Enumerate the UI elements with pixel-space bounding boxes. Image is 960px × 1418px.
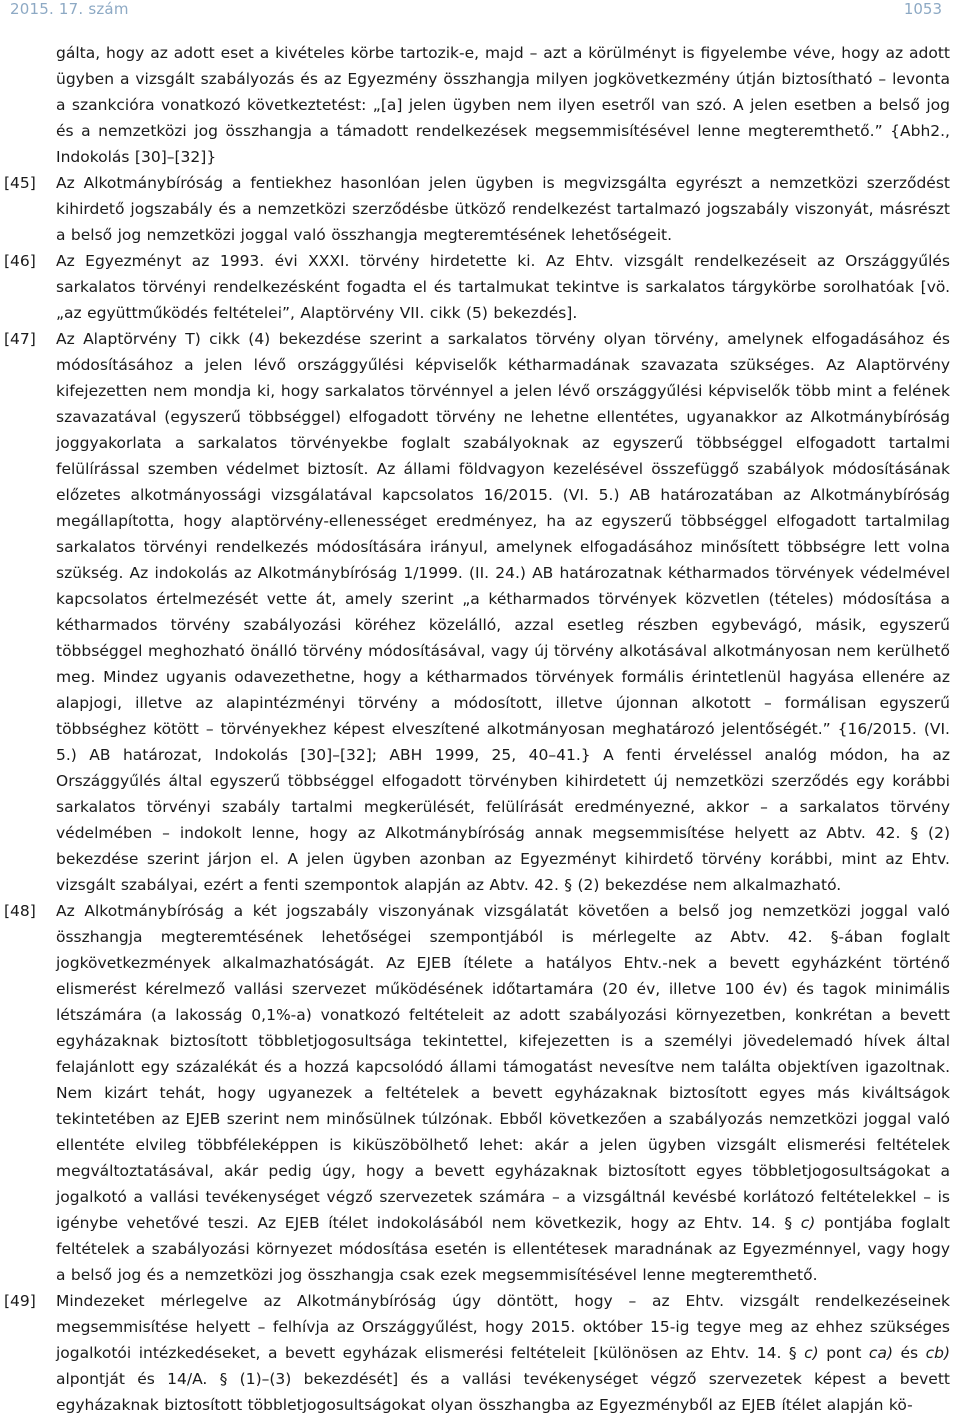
paragraph-text: pontjába foglalt feltételek a szabályozási környezet módosítása esetén is ellentétesek maradnának az Egyezménnyel, vagy hogy a belső jog és a nemzetközi jog összhangja csak ezek megsemmisítésével lenne megteremthető.	[56, 1214, 950, 1284]
paragraph-text: Az Egyezményt az 1993. évi XXXI. törvény hirdetette ki. Az Ehtv. vizsgált rendelkezéseit az Országgyűlés sarkalatos törvényi rendelkezésként fogadta el és tartalmukat tekintve is sarkalatos tárgykörbe sorolhatóak [vö. „az együttműködés feltételei”, Alaptörvény VII. cikk (5) bekezdés].	[56, 252, 950, 322]
paragraph-text: alpontját és 14/A. § (1)–(3) bekezdését] és a vallási tevékenységet végző szervezetek képest a bevett egyházaknak biztosított többletjogosultságokat olyan összhangba az Egyezményből az EJEB ítélet alapján kö-	[56, 1370, 950, 1414]
paragraph-text: Mindezeket mérlegelve az Alkotmánybíróság úgy döntött, hogy – az Ehtv. vizsgált rendelkezéseinek megsemmisítése helyett – felhívja az Országgyűlést, hogy 2015. október 15-ig tegye meg az ehhez szükséges jogalkotói intézkedéseket, a bevett egyházak elismerési feltételeit [különösen az Ehtv. 14. §	[56, 1292, 950, 1362]
point-reference: cb)	[925, 1344, 951, 1362]
page-header	[0, 0, 960, 22]
paragraph-number: [48]	[4, 902, 36, 920]
paragraph-text: gálta, hogy az adott eset a kivételes körbe tartozik-e, majd – azt a körülményt is figyelembe véve, hogy az adott ügyben a vizsgált szabályozás és az Egyezmény összhangja milyen jogkövetkezmény útján biztosítható – levonta a szankcióra vonatkozó következtetést: „[a] jelen ügyben nem ilyen esetről van szó. A jelen esetben a belső jog és a nemzetközi jog összhangja a támadott rendelkezések megsemmisítésével lenne megteremthető.” {Abh2., Indokolás [30]–[32]}	[56, 44, 950, 166]
point-reference: ca)	[868, 1344, 893, 1362]
page-number: 1053	[903, 0, 942, 18]
paragraph-47	[0, 326, 960, 898]
paragraph-number: [47]	[4, 330, 36, 348]
paragraph-text: pont	[818, 1344, 869, 1362]
paragraph-number: [46]	[4, 252, 36, 270]
paragraph-text: Az Alkotmánybíróság a fentiekhez hasonlóan jelen ügyben is megvizsgálta egyrészt a nemzetközi szerződést kihirdető jogszabály és a nemzetközi szerződésbe ütköző rendelkezést tartalmazó jogszabály viszonyát, másrészt a belső jog nemzetközi joggal való összhangja megteremtésének lehetőségeit.	[56, 174, 950, 244]
document-body	[0, 40, 960, 1418]
paragraph-number: [45]	[4, 174, 36, 192]
paragraph-46	[0, 248, 960, 326]
paragraph-continuation	[0, 40, 960, 170]
paragraph-48	[0, 898, 960, 1288]
paragraph-text: és	[893, 1344, 926, 1362]
point-reference: c)	[800, 1214, 816, 1232]
paragraph-text: Az Alkotmánybíróság a két jogszabály viszonyának vizsgálatát követően a belső jog nemzetközi joggal való összhangja megteremtésének lehetőségei szempontjából is mérlegelte az Abtv. 42. §-ában foglalt jogkövetkezmények alkalmazhatóságát. Az EJEB ítélete a hatályos Ehtv.-nek a bevett egyházként történő elismerést kérelmező vallási szervezet működésének időtartamára (20 év, illetve 100 év) és tagok minimális létszámára (a lakosság 0,1%-a) vonatkozó feltételeit az adott szabályozási környezetben, konkrétan a bevett egyházaknak biztosított többletjogosultsága tekintettel, kifejezetten is a személyi jövedelemadó hívek által felajánlott egy százalékát és a hozzá kapcsolódó állami támogatást nevesítve nem találta objektíven igazoltnak. Nem kizárt tehát, hogy ugyanezek a feltételek a bevett egyházaknak biztosított egyes más kiváltságok tekintetében az EJEB szerint nem minősülnek túlzónak. Ebből következően a szabályozás nemzetközi joggal való ellentéte elvileg többféleképpen is kiküszöbölhető lehet: akár a jelen ügyben vizsgált elismerési feltételek megváltoztatásával, akár pedig úgy, hogy a bevett egyházaknak biztosított egyes többletjogosultságokat a jogalkotó a vallási tevékenységet végző szervezetek számára – a vizsgáltnál kevésbé korlátozó feltételekkel – is igénybe vehetővé teszi. Az EJEB ítélet indokolásából nem következik, hogy az Ehtv. 14. §	[56, 902, 950, 1232]
paragraph-text: Az Alaptörvény T) cikk (4) bekezdése szerint a sarkalatos törvény olyan törvény, amelynek elfogadásához és módosításához a jelen lévő országgyűlési képviselők kétharmadának szavazata szükséges. Az Alaptörvény kifejezetten nem mondja ki, hogy sarkalatos törvénnyel a jelen lévő országgyűlési képviselők több mint a felének szavazatával (egyszerű többséggel) elfogadott törvény ne lehetne ellentétes, ugyanakkor az Alkotmánybíróság joggyakorlata a sarkalatos törvényekbe foglalt szabályoknak az egyszerű többséggel elfogadott tartalmi felülírással szemben védelmet biztosít. Az állami földvagyon kezelésével összefüggő szabályok módosításának előzetes alkotmányossági vizsgálatával kapcsolatos 16/2015. (VI. 5.) AB határozatában az Alkotmánybíróság megállapította, hogy alaptörvény-ellenességet eredményez, ha az egyszerű többséggel elfogadott tartalmilag sarkalatos törvényi rendelkezés módosítására irányul, amelynek elfogadásához minősített többségre lett volna szükség. Az indokolás az Alkotmánybíróság 1/1999. (II. 24.) AB határozatnak kétharmados törvények védelmével kapcsolatos értelmezését vette át, amely szerint „a kétharmados törvények közvetlen (tételes) módosítása a kétharmados törvény szabályozási köréhez közelálló, azzal esetleg részben egybevágó, másik, egyszerű többséggel meghozható önálló törvény módosításával, vagy új törvény alkotásával alkotmányosan nem kerülhető meg. Mindez ugyanis odavezethetne, hogy a kétharmados törvények formális érintetlenül hagyása ellenére az alapjogi, illetve az alapintézményi törvény a módosított, illetve újonnan alkotott – formálisan egyszerű többséghez kötött – törvényekhez képest elveszítené alkotmányosan meghatározó jelentőségét.” {16/2015. (VI. 5.) AB határozat, Indokolás [30]–[32]; ABH 1999, 25, 40–41.} A fenti érveléssel analóg módon, ha az Országgyűlés által egyszerű többséggel elfogadott törvényben kihirdetett új nemzetközi szerződés egy korábbi sarkalatos törvényi szabály tartalmi megkerülését, felülírását eredményezné, akkor – a sarkalatos törvény védelmében – indokolt lenne, hogy az Alkotmánybíróság annak megsemmisítése helyett az Abtv. 42. § (2) bekezdése szerint járjon el. A jelen ügyben azonban az Egyezményt kihirdető törvény korábbi, mint az Ehtv. vizsgált szabályai, ezért a fenti szempontok alapján az Abtv. 42. § (2) bekezdése nem alkalmazható.	[56, 330, 950, 894]
issue-label: 2015. 17. szám	[10, 0, 129, 18]
paragraph-number: [49]	[4, 1292, 36, 1310]
paragraph-45	[0, 170, 960, 248]
paragraph-49	[0, 1288, 960, 1418]
point-reference: c)	[804, 1344, 819, 1362]
